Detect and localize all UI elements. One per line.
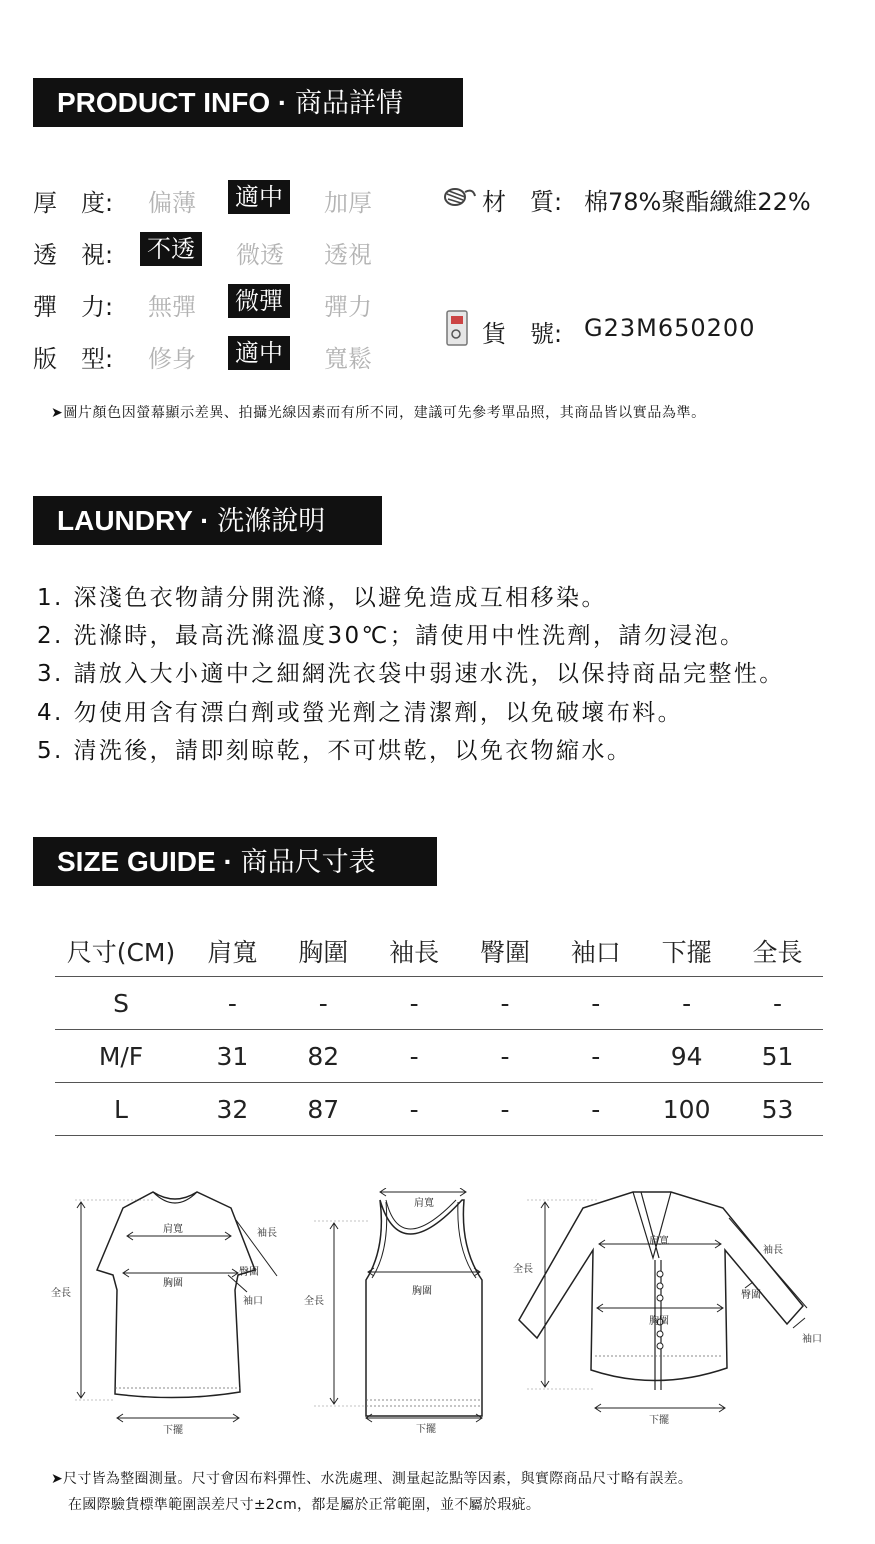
size-row: [55, 1030, 823, 1083]
size-footnote: 在國際驗貨標準範圍誤差尺寸±2cm，都是屬於正常範圍，並不屬於瑕疵。: [68, 1497, 541, 1513]
laundry-item: 5. 清洗後，請即刻晾乾，不可烘乾，以免衣物縮水。: [37, 738, 633, 764]
attribute-option: 無彈: [148, 293, 196, 321]
product-info-title-en: PRODUCT INFO: [57, 87, 271, 118]
size-value-cell: -: [187, 977, 278, 1030]
size-value-cell: 100: [641, 1083, 732, 1136]
attribute-option: 彈力: [324, 293, 372, 321]
size-value-cell: -: [460, 1030, 551, 1083]
material-value: 棉78%聚酯纖維22%: [584, 188, 811, 216]
diagram-label: 臀圍: [741, 1290, 761, 1301]
size-table-header: [55, 926, 823, 977]
attribute-option: 加厚: [324, 189, 372, 217]
attribute-option: 微透: [236, 241, 284, 269]
diagram-label: 下擺: [163, 1425, 183, 1436]
laundry-item: 3. 請放入大小適中之細網洗衣袋中弱速水洗，以保持商品完整性。: [37, 661, 785, 687]
diagram-label: 袖口: [243, 1296, 263, 1307]
column-header: 全長: [752, 938, 803, 967]
diagram-label: 臀圍: [239, 1267, 259, 1278]
diagram-label: 全長: [513, 1264, 533, 1275]
size-value-cell: -: [550, 1083, 641, 1136]
diagram-label: 下擺: [649, 1415, 669, 1426]
size-value-cell: -: [641, 977, 732, 1030]
column-header: 胸圍: [298, 938, 349, 967]
diagram-label: 全長: [51, 1288, 71, 1299]
size-guide-header: SIZE GUIDE · 商品尺寸表: [33, 837, 437, 886]
attribute-option: 修身: [148, 345, 196, 373]
size-table: [55, 926, 823, 1136]
sku-label: 貨 號:: [482, 320, 563, 348]
column-header: 袖口: [570, 938, 621, 967]
size-name-cell: M/F: [55, 1030, 187, 1083]
attribute-option-selected: 適中: [228, 180, 290, 214]
column-header: 肩寬: [207, 938, 258, 967]
attribute-label: 彈 力:: [33, 293, 114, 321]
size-name-cell: L: [55, 1083, 187, 1136]
attribute-label: 版 型:: [33, 345, 114, 373]
size-value-cell: -: [369, 977, 460, 1030]
tag-icon: [444, 308, 472, 348]
yarn-icon: [440, 182, 478, 212]
size-value-cell: -: [550, 977, 641, 1030]
tank-top-diagram: [300, 1188, 500, 1443]
laundry-title-en: LAUNDRY: [57, 505, 193, 536]
garment-outline: [97, 1192, 255, 1398]
size-value-cell: 82: [278, 1030, 369, 1083]
attribute-option-selected: 不透: [140, 232, 202, 266]
diagram-label: 胸圍: [412, 1286, 432, 1297]
size-value-cell: -: [460, 977, 551, 1030]
size-name-cell: S: [55, 977, 187, 1030]
size-value-cell: -: [460, 1083, 551, 1136]
product-info-header: PRODUCT INFO · 商品詳情: [33, 78, 463, 127]
size-value-cell: -: [278, 977, 369, 1030]
cardigan-diagram: [505, 1182, 835, 1432]
color-disclaimer: ➤圖片顏色因螢幕顯示差異、拍攝光線因素而有所不同，建議可先參考單品照，其商品皆以實品為準。: [51, 405, 706, 421]
size-guide-title-zh: 商品尺寸表: [240, 847, 376, 878]
laundry-title-zh: 洗滌說明: [217, 506, 326, 537]
diagram-label: 袖長: [257, 1228, 277, 1239]
sku-value: G23M650200: [584, 314, 756, 342]
size-value-cell: 87: [278, 1083, 369, 1136]
garment-outline: [366, 1200, 482, 1416]
laundry-item: 2. 洗滌時，最高洗滌溫度30℃；請使用中性洗劑，請勿浸泡。: [37, 623, 746, 649]
size-row: [55, 1083, 823, 1136]
size-value-cell: 53: [732, 1083, 823, 1136]
diagram-label: 胸圍: [163, 1278, 183, 1289]
size-value-cell: 51: [732, 1030, 823, 1083]
diagram-label: 胸圍: [649, 1316, 669, 1327]
diagram-label: 袖長: [763, 1245, 783, 1256]
size-value-cell: 94: [641, 1030, 732, 1083]
diagram-label: 肩寬: [163, 1224, 183, 1235]
tshirt-dress-diagram: [45, 1180, 290, 1445]
laundry-item: 4. 勿使用含有漂白劑或螢光劑之清潔劑，以免破壞布料。: [37, 700, 684, 726]
laundry-item: 1. 深淺色衣物請分開洗滌，以避免造成互相移染。: [37, 585, 607, 611]
laundry-header: LAUNDRY · 洗滌說明: [33, 496, 382, 545]
diagram-label: 袖口: [802, 1334, 822, 1345]
product-info-title-zh: 商品詳情: [295, 88, 403, 119]
column-header: 尺寸(CM): [66, 938, 176, 967]
attribute-option: 透視: [324, 241, 372, 269]
size-guide-title-en: SIZE GUIDE: [57, 846, 224, 877]
attribute-option-selected: 微彈: [228, 284, 290, 318]
column-header: 臀圍: [479, 938, 530, 967]
diagram-label: 全長: [304, 1296, 324, 1307]
size-value-cell: 31: [187, 1030, 278, 1083]
size-footnote: ➤尺寸皆為整圈測量。尺寸會因布料彈性、水洗處理、測量起訖點等因素，與實際商品尺寸略有誤差。: [51, 1471, 693, 1487]
size-value-cell: -: [732, 977, 823, 1030]
diagram-label: 肩寬: [649, 1236, 669, 1247]
column-header: 袖長: [389, 938, 440, 967]
attribute-option-selected: 適中: [228, 336, 290, 370]
attribute-label: 透 視:: [33, 241, 114, 269]
column-header: 下擺: [661, 938, 712, 967]
size-value-cell: 32: [187, 1083, 278, 1136]
material-label: 材 質:: [482, 188, 563, 216]
size-row: [55, 977, 823, 1030]
size-value-cell: -: [369, 1083, 460, 1136]
diagram-label: 下擺: [416, 1424, 436, 1435]
attribute-option: 偏薄: [148, 189, 196, 217]
attribute-label: 厚 度:: [33, 189, 114, 217]
size-value-cell: -: [550, 1030, 641, 1083]
size-value-cell: -: [369, 1030, 460, 1083]
diagram-label: 肩寬: [414, 1198, 434, 1209]
attribute-option: 寬鬆: [324, 345, 372, 373]
